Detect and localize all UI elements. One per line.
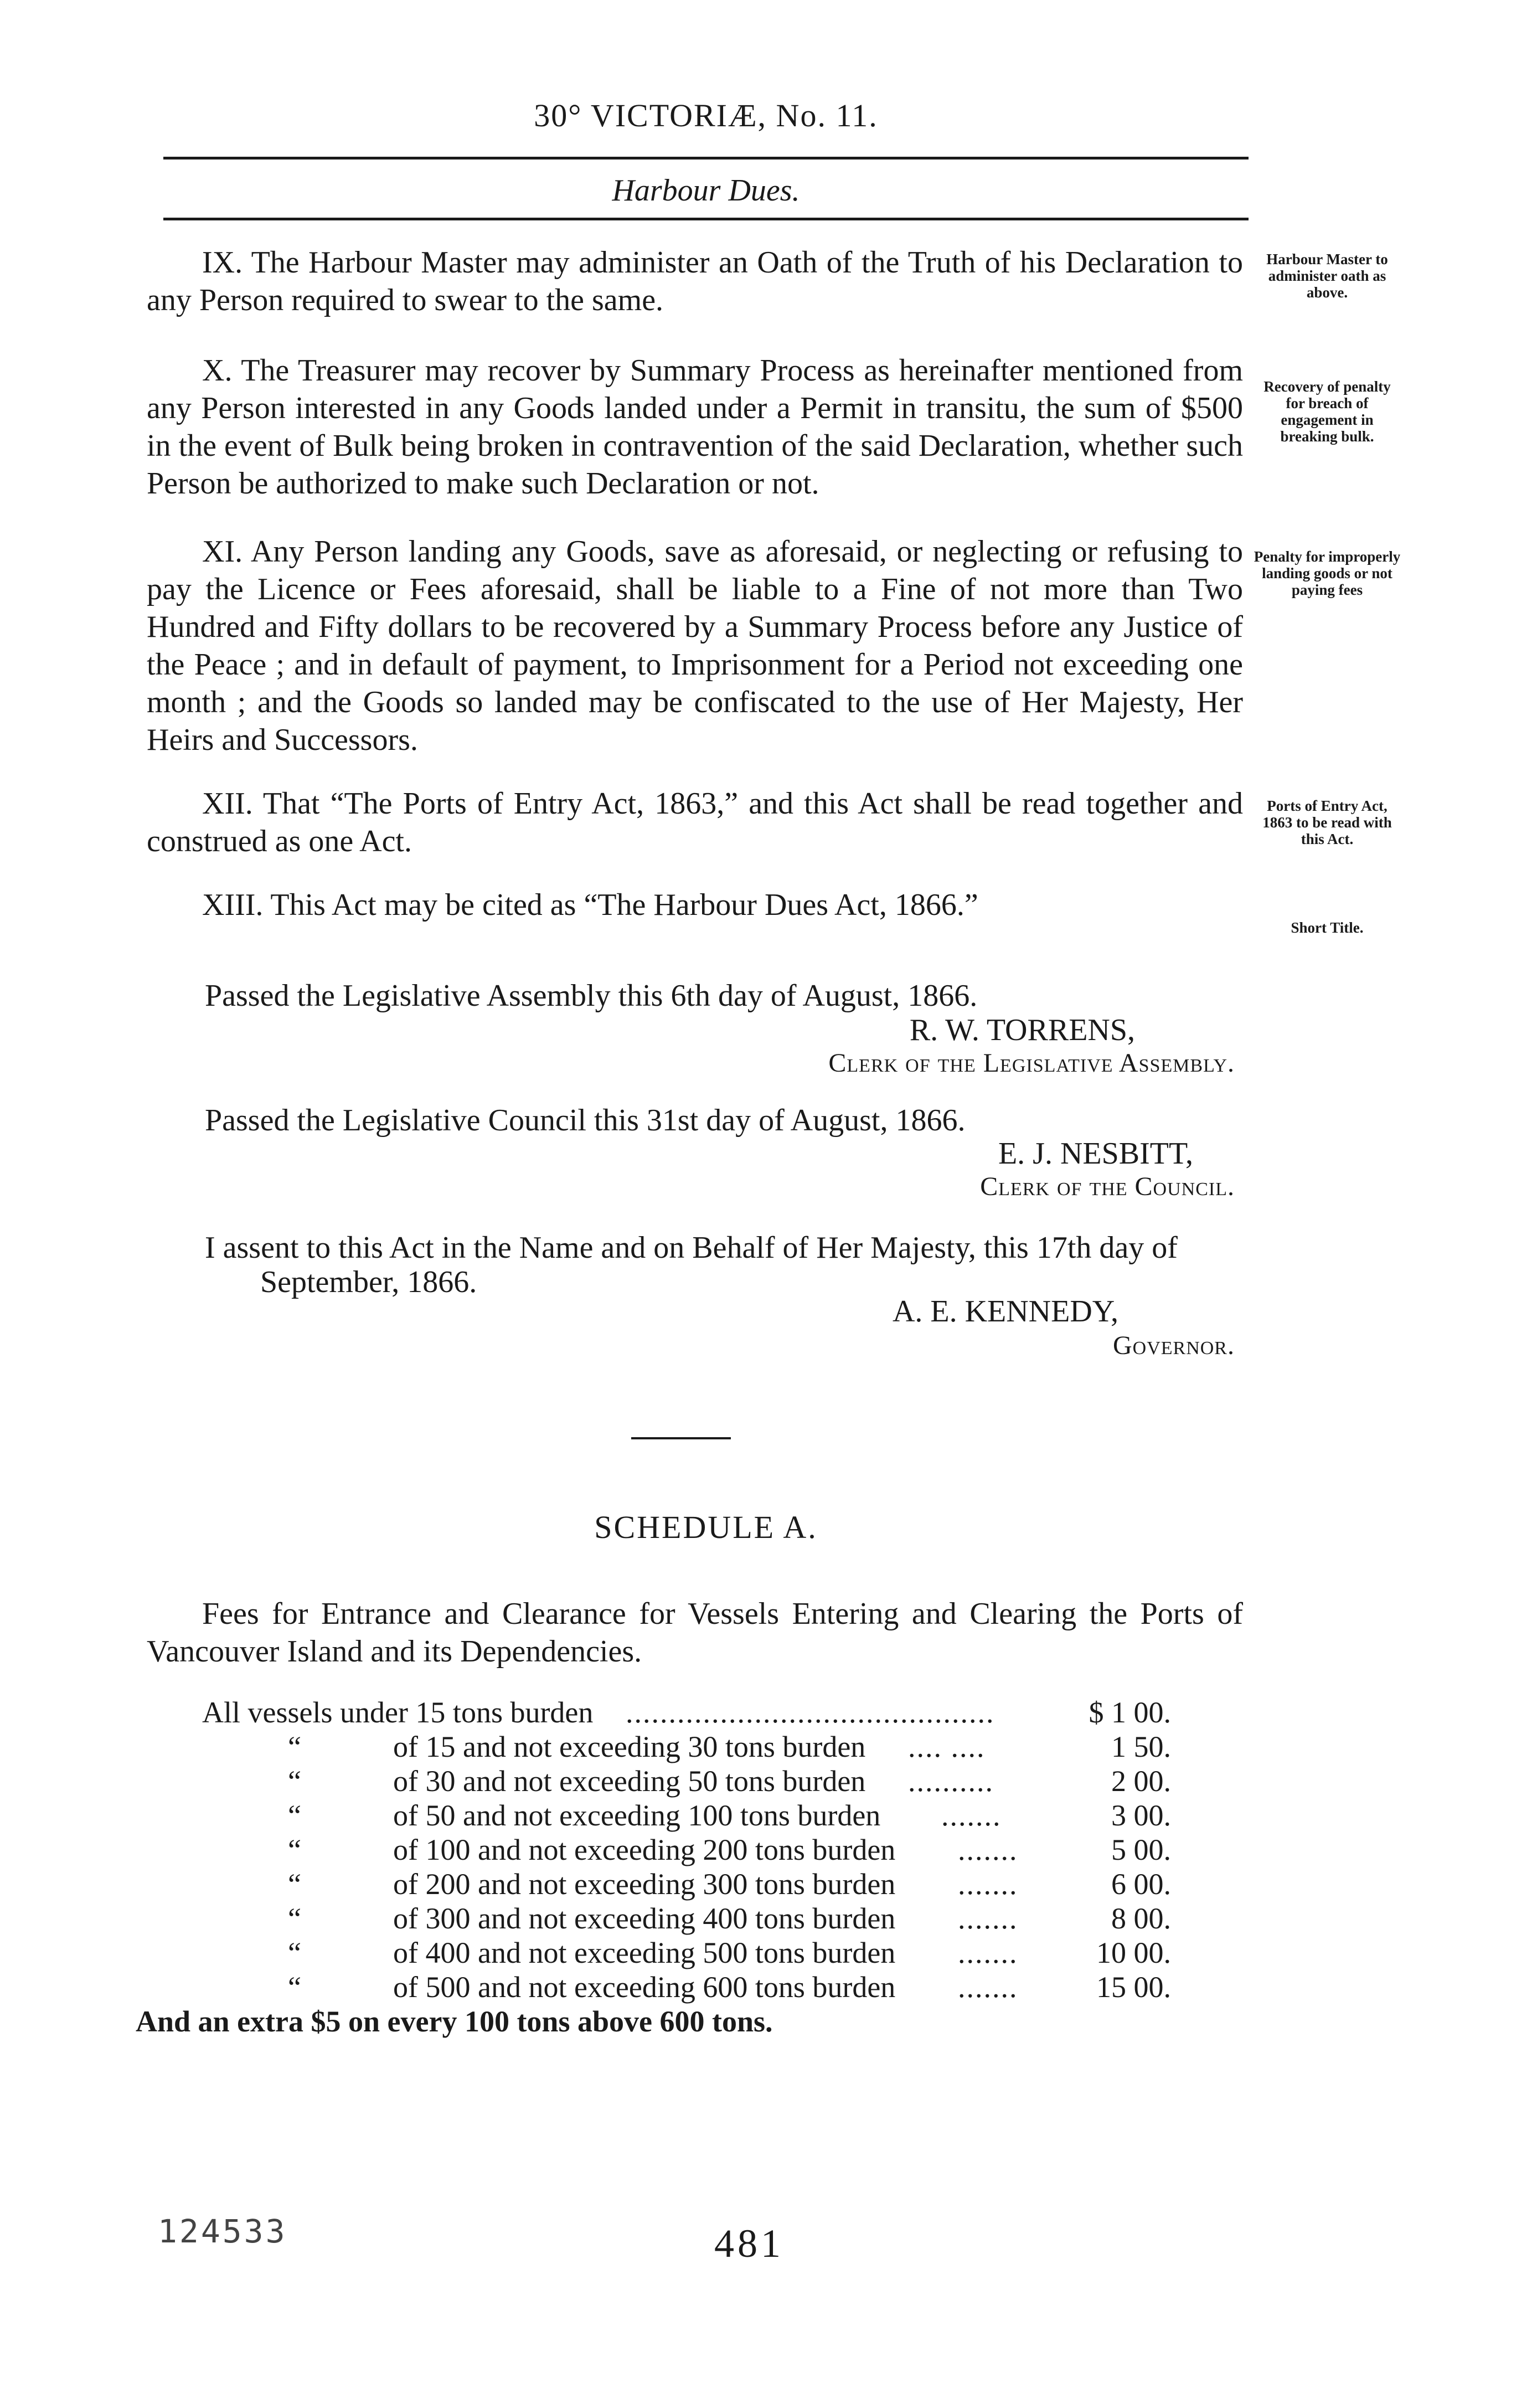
ditto-mark: “ xyxy=(288,1902,301,1935)
governor-name: A. E. KENNEDY, xyxy=(892,1294,1118,1329)
fee-amount: 10 00. xyxy=(1096,1936,1171,1969)
fee-row xyxy=(0,1798,1537,1833)
leader-dots: .......... xyxy=(908,1764,994,1798)
fee-label: of 500 and not exceeding 600 tons burden xyxy=(393,1970,896,2004)
ditto-mark: “ xyxy=(288,1970,301,2004)
page-subtitle: Harbour Dues. xyxy=(612,173,800,208)
schedule-intro xyxy=(147,1595,1243,1670)
fee-row xyxy=(0,1695,1537,1730)
section-xiii xyxy=(147,886,1243,924)
section-x xyxy=(147,352,1243,502)
ditto-mark: “ xyxy=(288,1799,301,1832)
council-clerk-role: Clerk of the Council. xyxy=(980,1172,1235,1201)
leader-dots: ....... xyxy=(941,1799,1002,1832)
section-xii xyxy=(147,785,1243,860)
page-header-title: 30° VICTORIÆ, No. 11. xyxy=(534,97,878,133)
section-ix xyxy=(147,244,1243,319)
header-rule-bottom xyxy=(163,218,1249,220)
fee-label: of 50 and not exceeding 100 tons burden xyxy=(393,1799,881,1832)
ditto-mark: “ xyxy=(288,1764,301,1798)
fee-row xyxy=(0,1901,1537,1936)
assembly-clerk-role: Clerk of the Legislative Assembly. xyxy=(828,1048,1235,1078)
header-rule-top xyxy=(163,157,1249,159)
fee-row xyxy=(0,1763,1537,1799)
ditto-mark: “ xyxy=(288,1730,301,1763)
section-x-text: X. The Treasurer may recover by Summary Process as hereinafter mentioned from any Person interested in any Goods landed under a Permit in transitu, the sum of $500 in the event of Bulk being broken in contravention of the said Declaration, whether such Person be authorized to make such Declaration or not. xyxy=(147,353,1243,501)
fee-amount: 8 00. xyxy=(1111,1902,1171,1935)
leader-dots: ....... xyxy=(958,1936,1018,1969)
section-xii-text: XII. That “The Ports of Entry Act, 1863,” and this Act shall be read together and construed as one Act. xyxy=(147,786,1243,858)
fee-extra-row xyxy=(0,2004,1537,2039)
ditto-mark: “ xyxy=(288,1867,301,1901)
fee-amount: 2 00. xyxy=(1111,1764,1171,1798)
schedule-title: SCHEDULE A. xyxy=(594,1509,818,1545)
fee-label: of 300 and not exceeding 400 tons burden xyxy=(393,1902,896,1935)
fee-amount: 5 00. xyxy=(1111,1833,1171,1866)
passed-council-line: Passed the Legislative Council this 31st day of August, 1866. xyxy=(205,1103,966,1138)
leader-dots: ....... xyxy=(958,1867,1018,1901)
fee-amount: 15 00. xyxy=(1096,1970,1171,2004)
fee-amount: 6 00. xyxy=(1111,1867,1171,1901)
assent-line-1: I assent to this Act in the Name and on Behalf of Her Majesty, this 17th day of xyxy=(205,1231,1178,1265)
section-ix-text: IX. The Harbour Master may administer an Oath of the Truth of his Declaration to any Person required to swear to the same. xyxy=(147,245,1243,317)
fee-row xyxy=(0,1935,1537,1970)
leader-dots: ....... xyxy=(958,1833,1018,1866)
ditto-mark: “ xyxy=(288,1936,301,1969)
fee-label: of 100 and not exceeding 200 tons burden xyxy=(393,1833,896,1866)
fee-amount: 3 00. xyxy=(1111,1799,1171,1832)
margin-note-ix: Harbour Master to administer oath as above. xyxy=(1266,251,1388,301)
page-number: 481 xyxy=(714,2221,784,2266)
leader-dots: .... .... xyxy=(908,1730,986,1763)
fee-row xyxy=(0,1866,1537,1902)
margin-note-xi: Penalty for improperly landing goods or not paying fees xyxy=(1254,548,1401,598)
fee-amount: $ 1 00. xyxy=(1089,1696,1171,1729)
leader-dots: ........................................... xyxy=(626,1696,995,1729)
fee-row xyxy=(0,1729,1537,1764)
fee-label: of 15 and not exceeding 30 tons burden xyxy=(393,1730,866,1763)
fee-label: of 30 and not exceeding 50 tons burden xyxy=(393,1764,866,1798)
section-divider xyxy=(631,1437,731,1439)
fee-label: of 200 and not exceeding 300 tons burden xyxy=(393,1867,896,1901)
margin-note-xiii: Short Title. xyxy=(1291,919,1364,936)
section-xiii-text: XIII. This Act may be cited as “The Harbour Dues Act, 1866.” xyxy=(202,888,978,922)
assembly-clerk-name: R. W. TORRENS, xyxy=(909,1013,1135,1047)
schedule-intro-text: Fees for Entrance and Clearance for Vessels Entering and Clearing the Ports of Vancouver Island and its Dependencies. xyxy=(147,1597,1243,1669)
ditto-mark: “ xyxy=(288,1833,301,1866)
fee-extra-text: And an extra $5 on every 100 tons above 600 tons. xyxy=(136,2005,773,2038)
passed-assembly-line: Passed the Legislative Assembly this 6th day of August, 1866. xyxy=(205,979,978,1013)
archive-stamp: 124533 xyxy=(158,2213,287,2250)
fee-row xyxy=(0,1969,1537,2005)
leader-dots: ....... xyxy=(958,1970,1018,2004)
margin-note-x: Recovery of penalty for breach of engagement in breaking bulk. xyxy=(1263,378,1391,445)
fee-amount: 1 50. xyxy=(1111,1730,1171,1763)
assent-line-2: September, 1866. xyxy=(260,1265,477,1299)
section-xi-text: XI. Any Person landing any Goods, save as aforesaid, or neglecting or refusing to pay the Licence or Fees aforesaid, shall be liable to a Fine of not more than Two Hundred and Fifty dollars to be recovered by a Summary Process before any Justice of the Peace ; and in default of payment, to Imprisonment for a Period not exceeding one month ; and the Goods so landed may be confiscated to the use of Her Majesty, Her Heirs and Successors. xyxy=(147,534,1243,757)
leader-dots: ....... xyxy=(958,1902,1018,1935)
fee-label: All vessels under 15 tons burden xyxy=(202,1696,594,1729)
fee-label: of 400 and not exceeding 500 tons burden xyxy=(393,1936,896,1969)
margin-note-xii: Ports of Entry Act, 1863 to be read with this Act. xyxy=(1262,797,1392,847)
council-clerk-name: E. J. NESBITT, xyxy=(998,1136,1193,1171)
fee-table xyxy=(0,1695,1537,2038)
governor-role: Governor. xyxy=(1112,1331,1235,1360)
fee-row xyxy=(0,1832,1537,1867)
section-xi xyxy=(147,533,1243,759)
